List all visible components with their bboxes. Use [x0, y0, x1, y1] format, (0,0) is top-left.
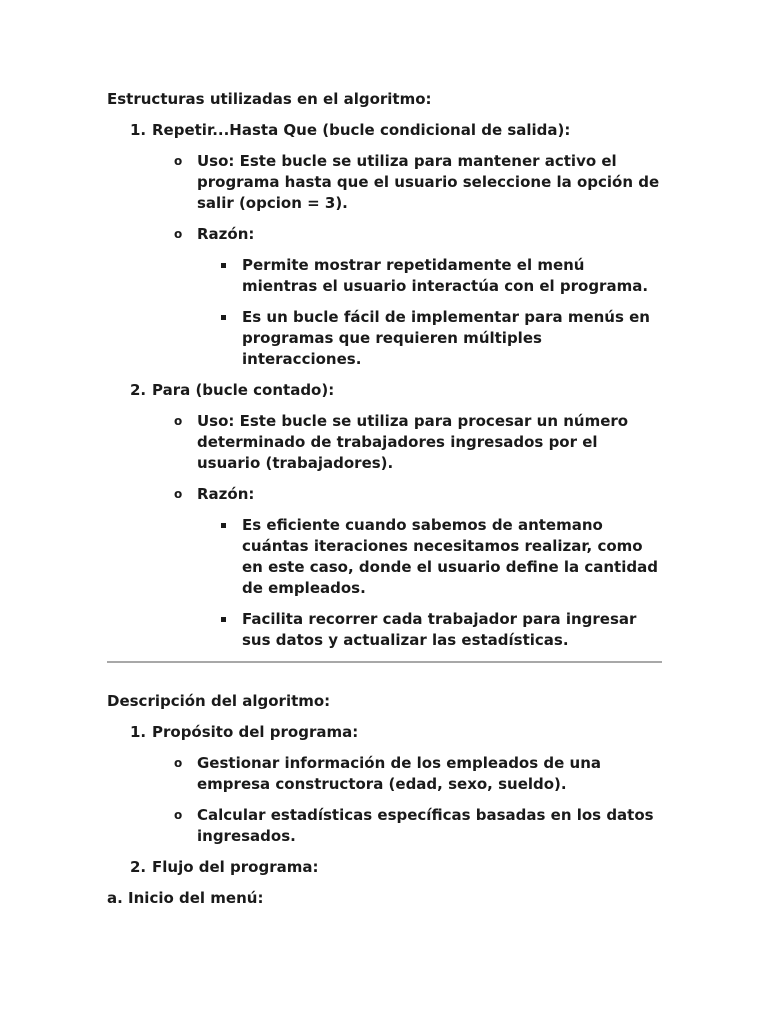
list-number: 2. — [130, 381, 147, 399]
numbered-item-flujo — [107, 857, 662, 878]
bullet-gestionar — [107, 753, 662, 795]
sub-bullet — [107, 255, 662, 297]
circle-bullet-icon: o — [174, 227, 183, 241]
numbered-item-para — [107, 380, 662, 401]
square-bullet-icon — [221, 523, 226, 528]
circle-bullet-icon: o — [174, 808, 183, 822]
document-page — [107, 89, 662, 919]
circle-bullet-icon: o — [174, 154, 183, 168]
sub-bullet — [107, 609, 662, 651]
bullet-text: Razón: — [197, 225, 255, 243]
bullet-text: Razón: — [197, 485, 255, 503]
bullet-uso — [107, 411, 662, 474]
bullet-text: Uso: Este bucle se utiliza para procesar un número determinado de trabajadores ingresados por el usuario (trabajadores). — [197, 412, 629, 472]
sub-bullet-text: Facilita recorrer cada trabajador para ingresar sus datos y actualizar las estadísticas. — [242, 610, 637, 649]
item-title: Repetir...Hasta Que (bucle condicional de salida): — [152, 121, 571, 139]
square-bullet-icon — [221, 315, 226, 320]
bullet-text: Calcular estadísticas específicas basadas en los datos ingresados. — [197, 806, 654, 845]
sub-bullet — [107, 515, 662, 599]
item-title: Para (bucle contado): — [152, 381, 335, 399]
numbered-item-proposito — [107, 722, 662, 743]
section-heading-estructuras: Estructuras utilizadas en el algoritmo: — [107, 90, 432, 108]
section-heading-descripcion: Descripción del algoritmo: — [107, 692, 331, 710]
sub-bullet — [107, 307, 662, 370]
horizontal-divider — [107, 661, 662, 663]
square-bullet-icon — [221, 617, 226, 622]
list-number: 1. — [130, 121, 147, 139]
list-number: 1. — [130, 723, 147, 741]
item-title: Propósito del programa: — [152, 723, 359, 741]
numbered-item-repetir — [107, 120, 662, 141]
bullet-uso — [107, 151, 662, 214]
bullet-calcular — [107, 805, 662, 847]
bullet-text: Uso: Este bucle se utiliza para mantener activo el programa hasta que el usuario seleccione la opción de salir (opcion = 3). — [197, 152, 660, 212]
list-number: 2. — [130, 858, 147, 876]
subheading-inicio-menu: a. Inicio del menú: — [107, 889, 264, 907]
sub-bullet-text: Es un bucle fácil de implementar para menús en programas que requieren múltiples interacciones. — [242, 308, 650, 368]
bullet-razon — [107, 224, 662, 245]
sub-bullet-text: Permite mostrar repetidamente el menú mientras el usuario interactúa con el programa. — [242, 256, 649, 295]
sub-bullet-text: Es eficiente cuando sabemos de antemano cuántas iteraciones necesitamos realizar, como en este caso, donde el usuario define la cantidad de empleados. — [242, 516, 658, 597]
circle-bullet-icon: o — [174, 487, 183, 501]
bullet-text: Gestionar información de los empleados de una empresa constructora (edad, sexo, sueldo). — [197, 754, 602, 793]
square-bullet-icon — [221, 263, 226, 268]
bullet-razon — [107, 484, 662, 505]
item-title: Flujo del programa: — [152, 858, 319, 876]
circle-bullet-icon: o — [174, 756, 183, 770]
circle-bullet-icon: o — [174, 414, 183, 428]
